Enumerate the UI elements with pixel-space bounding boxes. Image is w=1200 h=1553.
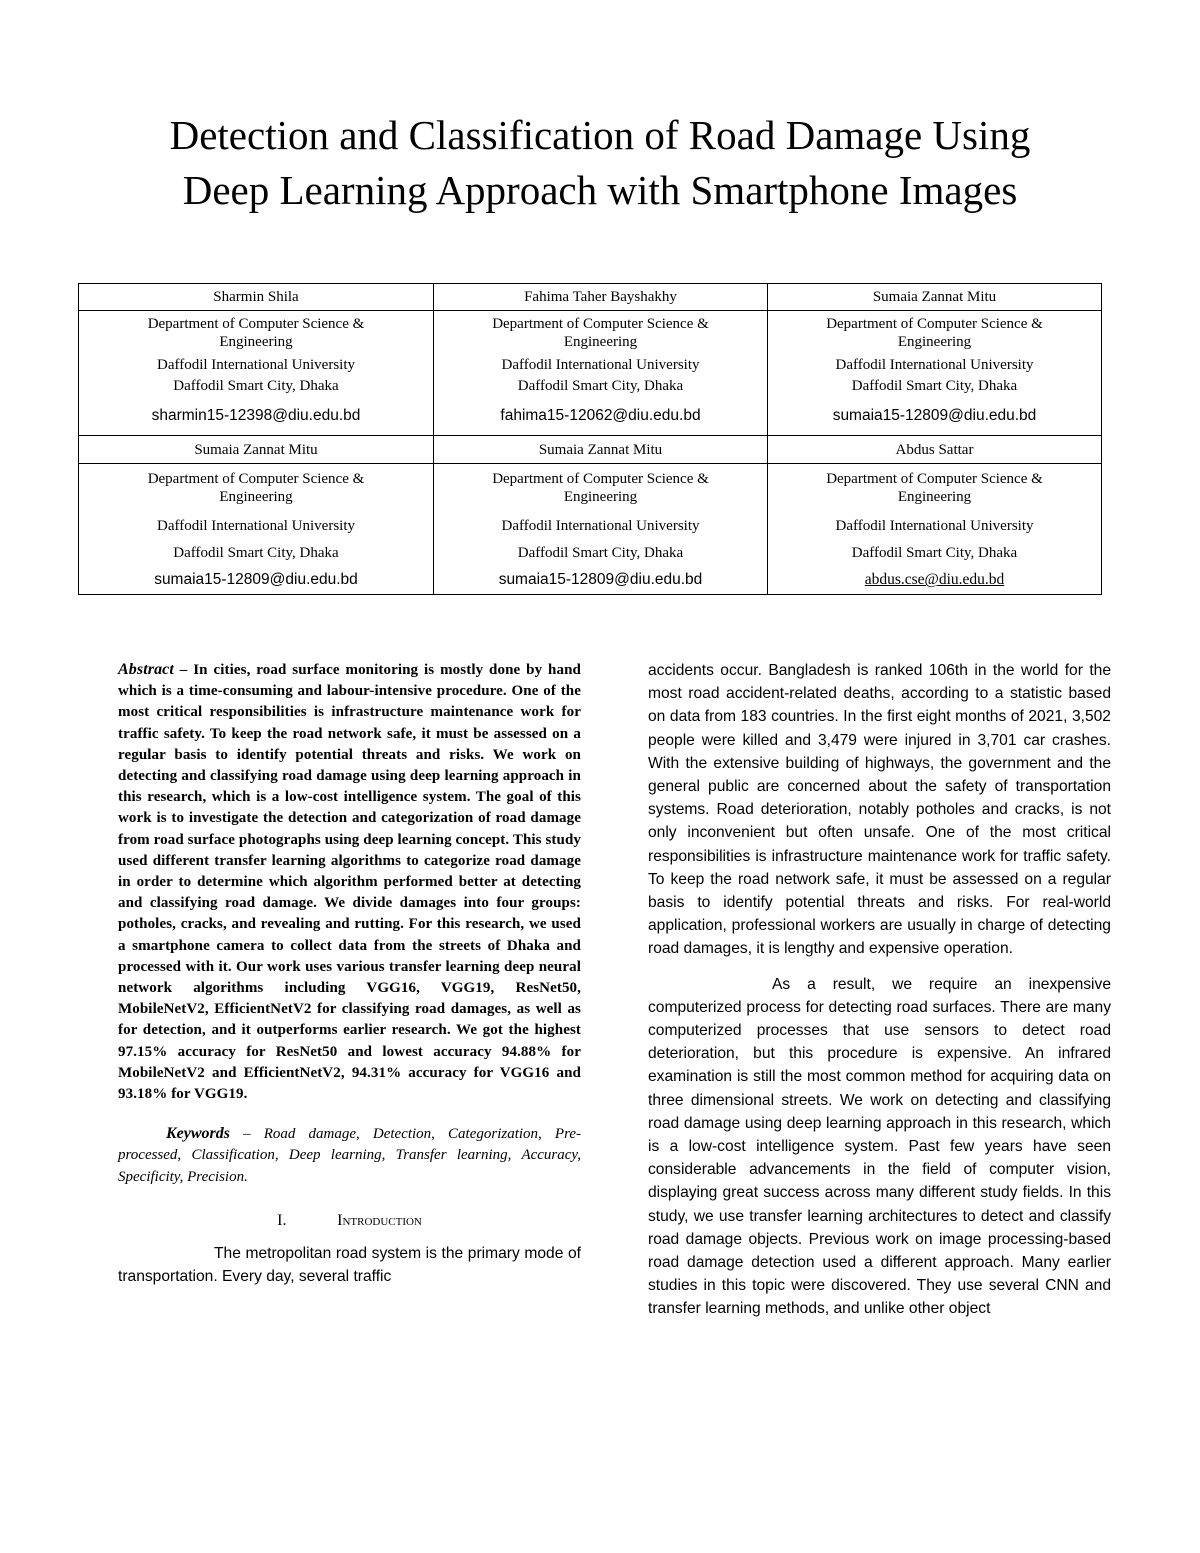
dept-line: Department of Computer Science & [826, 470, 1043, 487]
author-affiliation-table [78, 283, 1102, 595]
paper-title [60, 108, 1140, 218]
section-number: I. [277, 1211, 287, 1229]
author-name: Sharmin Shila [79, 284, 434, 311]
right-column [648, 659, 1111, 1321]
author-name-row [79, 436, 1102, 464]
author-department [768, 311, 1102, 355]
author-department [79, 464, 434, 512]
author-city: Daffodil Smart City, Dhaka [79, 540, 434, 567]
author-university-row [79, 355, 1102, 375]
author-email: fahima15-12062@diu.edu.bd [434, 398, 768, 436]
author-city: Daffodil Smart City, Dhaka [768, 375, 1102, 398]
dept-line: Engineering [897, 333, 972, 350]
author-email: sumaia15-12809@diu.edu.bd [768, 398, 1102, 436]
dept-line: Department of Computer Science & [492, 315, 709, 332]
author-email-row [79, 398, 1102, 436]
author-university: Daffodil International University [434, 355, 768, 375]
author-university: Daffodil International University [768, 512, 1102, 540]
author-name: Sumaia Zannat Mitu [434, 436, 768, 464]
author-email: sumaia15-12809@diu.edu.bd [434, 567, 768, 595]
intro-paragraph: The metropolitan road system is the primary mode of transportation. Every day, several traffic [118, 1244, 581, 1286]
author-university: Daffodil International University [768, 355, 1102, 375]
dept-line: Department of Computer Science & [147, 470, 365, 487]
author-city: Daffodil Smart City, Dhaka [768, 540, 1102, 567]
dept-line: Engineering [897, 488, 972, 505]
author-university: Daffodil International University [79, 355, 434, 375]
body-paragraph: accidents occur. Bangladesh is ranked 106th in the world for the most road accident-related deaths, according to a statistic based on data from 183 countries. In the first eight months of 2021, 3,502 people were killed and 3,479 were injured in 3,701 car crashes. With the extensive building of highways, the government and the general public are concerned about the safety of transportation systems. Road deterioration, notably potholes and cracks, is not only inconvenient but often unsafe. One of the most critical responsibilities is infrastructure maintenance work for traffic safety. To keep the road network safe, it must be assessed on a regular basis to identify potential threats and risks. For real-world application, professional workers are usually in charge of detecting road damages, it is lengthy and expensive operation. [648, 662, 1111, 958]
keywords [118, 1123, 581, 1188]
abstract [118, 659, 581, 1105]
author-email: sharmin15-12398@diu.edu.bd [79, 398, 434, 436]
abstract-dash: – [173, 662, 194, 678]
author-name: Fahima Taher Bayshakhy [434, 284, 768, 311]
author-name-row [79, 284, 1102, 311]
dept-line: Department of Computer Science & [492, 470, 709, 487]
author-department [434, 464, 768, 512]
author-department [768, 464, 1102, 512]
dept-line: Engineering [563, 488, 638, 505]
author-city-row [79, 375, 1102, 398]
section-heading-introduction [118, 1210, 581, 1232]
author-name: Sumaia Zannat Mitu [79, 436, 434, 464]
body-paragraph: As a result, we require an inexpensive computerized process for detecting road surfaces. There are many computerized processes that use sensors to detect road deterioration, but this procedure is expensive. An infrared examination is still the most common method for acquiring data on three dimensional streets. We work on detecting and classifying road damage using deep learning approach in this research, which is a low-cost intelligence system. Past few years have seen considerable advancements in the field of computer vision, displaying great success across many different study fields. In this study, we use transfer learning architectures to detect and classify road damage objects. Previous work on image processing-based road damage detection used a different approach. Many earlier studies in this topic were discovered. They use several CNN and transfer learning methods, and unlike other object [648, 975, 1111, 1318]
author-city-row [79, 540, 1102, 567]
author-city: Daffodil Smart City, Dhaka [79, 375, 434, 398]
title-line-2: Deep Learning Approach with Smartphone Images [182, 167, 1018, 213]
author-email-row [79, 567, 1102, 595]
dept-line: Engineering [219, 488, 293, 505]
dept-line: Engineering [563, 333, 638, 350]
author-university-row [79, 512, 1102, 540]
author-department [79, 311, 434, 355]
keywords-label: Keywords [166, 1125, 230, 1143]
author-city: Daffodil Smart City, Dhaka [434, 375, 768, 398]
author-dept-row [79, 464, 1102, 512]
abstract-text: In cities, road surface monitoring is mostly done by hand which is a time-consuming and labour-intensive procedure. One of the most critical responsibilities is infrastructure maintenance work for traffic safety. To keep the road network safe, it must be assessed on a regular basis to identify potential threats and risks. We work on detecting and classifying road damage using deep learning approach in this research, which is a low-cost intelligence system. The goal of this work is to investigate the detection and categorization of road damage from road surface photographs using deep learning concept. This study used different transfer learning algorithms to categorize road damage in order to determine which algorithm performed better at detecting and classifying road damage. We divide damages into four groups: potholes, cracks, and revealing and rutting. For this research, we used a smartphone camera to collect data from the streets of Dhaka and processed with it. Our work uses various transfer learning deep neural network algorithms including VGG16, VGG19, ResNet50, MobileNetV2, EfficientNetV2 for classifying road damages, as well as for detection, and it outperforms earlier research. We got the highest 97.15% accuracy for ResNet50 and lowest accuracy 94.88% for MobileNetV2 and EfficientNetV2, 94.31% accuracy for VGG16 and 93.18% for VGG19. [118, 662, 581, 1103]
author-name: Sumaia Zannat Mitu [768, 284, 1102, 311]
author-name: Abdus Sattar [768, 436, 1102, 464]
author-department [434, 311, 768, 355]
author-email: sumaia15-12809@diu.edu.bd [79, 567, 434, 595]
left-column [118, 659, 581, 1288]
author-email-link[interactable]: abdus.cse@diu.edu.bd [768, 567, 1102, 595]
author-dept-row [79, 311, 1102, 355]
keywords-dash: – [230, 1126, 264, 1143]
keywords-text: Road damage, Detection, Categorization, Pre-processed, Classification, Deep learning, Transfer learning, Accuracy, Specificity, Precision. [118, 1126, 581, 1185]
dept-line: Department of Computer Science & [147, 315, 365, 332]
dept-line: Department of Computer Science & [826, 315, 1043, 332]
author-university: Daffodil International University [434, 512, 768, 540]
title-line-1: Detection and Classification of Road Damage Using [169, 112, 1031, 158]
abstract-label: Abstract [118, 661, 174, 678]
section-title: Introduction [337, 1211, 422, 1229]
author-university: Daffodil International University [79, 512, 434, 540]
dept-line: Engineering [219, 333, 293, 350]
author-city: Daffodil Smart City, Dhaka [434, 540, 768, 567]
